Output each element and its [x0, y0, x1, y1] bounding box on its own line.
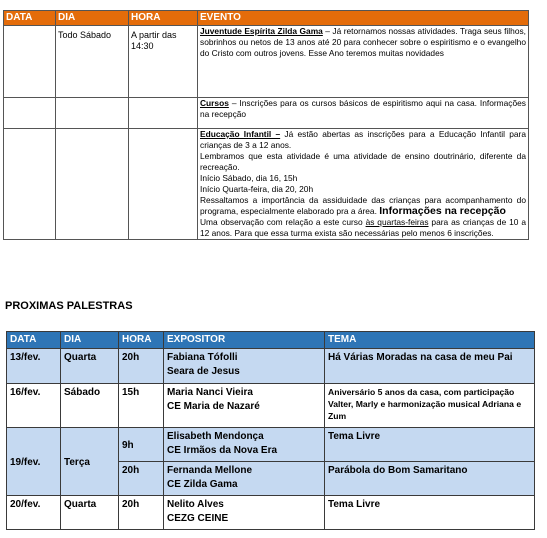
- event-dia-cell: Todo Sábado: [56, 26, 129, 98]
- event-title: Educação Infantil –: [200, 129, 281, 139]
- event-paragraph-1: Já estão abertas as inscrições para a Educação Infantil para crianças de 3 a 12 anos.: [200, 129, 526, 150]
- event-paragraph-6-underlined: às quartas-feiras: [365, 217, 429, 227]
- lecture-speaker: [164, 496, 325, 530]
- event-description: [198, 129, 529, 240]
- lecture-row: [7, 428, 535, 462]
- lecture-theme: Parábola do Bom Samaritano: [325, 462, 535, 496]
- event-data-cell: [4, 26, 56, 98]
- lecture-row: [7, 384, 535, 428]
- event-row-educacao-infantil: [4, 129, 529, 240]
- lecture-date: 19/fev.: [7, 428, 61, 496]
- event-text: – Inscrições para os cursos básicos de espiritismo aqui na casa. Informações na recepção: [200, 98, 526, 119]
- event-hora-cell: [129, 98, 198, 129]
- event-paragraph-3: Início Sábado, dia 16, 15h: [200, 173, 298, 183]
- header-tema: TEMA: [325, 332, 535, 349]
- events-header-row: [4, 11, 529, 26]
- speaker-name: Elisabeth Mendonça: [167, 431, 264, 442]
- event-paragraph-6b: para as crianças de 10 a 12 anos. Para que essa turma exista são necessárias pelo menos 6 inscrições.: [200, 217, 527, 238]
- lecture-time: 15h: [119, 384, 164, 428]
- speaker-center: CEZG CEINE: [167, 513, 229, 524]
- event-hora-cell: A partir das 14:30: [129, 26, 198, 98]
- lecture-time: 20h: [119, 462, 164, 496]
- lecture-theme: Aniversário 5 anos da casa, com participação Valter, Marly e harmonização musical Adriana e Zum: [325, 384, 535, 428]
- header-evento: EVENTO: [198, 11, 529, 26]
- header-hora: HORA: [129, 11, 198, 26]
- lecture-speaker: [164, 462, 325, 496]
- lectures-table: [6, 331, 535, 530]
- speaker-center: CE Zilda Gama: [167, 479, 238, 490]
- event-hora-cell: [129, 129, 198, 240]
- event-text: – Já retornamos nossas atividades. Traga seus filhos, sobrinhos ou netos de 13 anos até 20 para conhecer sobre o espiritismo e o evangelho do Cristo com outros jovens. Esse Ano teremos muitas novidades: [200, 26, 526, 58]
- lecture-theme: Tema Livre: [325, 428, 535, 462]
- event-paragraph-4: Início Quarta-feira, dia 20, 20h: [200, 184, 314, 194]
- speaker-name: Nelito Alves: [167, 499, 224, 510]
- header-expositor: EXPOSITOR: [164, 332, 325, 349]
- event-data-cell: [4, 98, 56, 129]
- event-description: [198, 98, 529, 129]
- speaker-center: Seara de Jesus: [167, 366, 240, 377]
- lecture-day: Terça: [61, 428, 119, 496]
- lecture-day: Quarta: [61, 349, 119, 384]
- lecture-theme: Há Várias Moradas na casa de meu Pai: [325, 349, 535, 384]
- lecture-row: [7, 496, 535, 530]
- lecture-speaker: [164, 349, 325, 384]
- event-dia-cell: [56, 129, 129, 240]
- lecture-day: Sábado: [61, 384, 119, 428]
- speaker-name: Maria Nanci Vieira: [167, 387, 253, 398]
- speaker-center: CE Irmãos da Nova Era: [167, 445, 278, 456]
- event-title: Cursos: [200, 98, 229, 108]
- event-row-cursos: [4, 98, 529, 129]
- event-paragraph-5: Ressaltamos a importância da assiduidade das crianças para acompanhamento do programa, especialmente elaborado pra a área.: [200, 195, 526, 216]
- header-dia: DIA: [61, 332, 119, 349]
- speaker-name: Fernanda Mellone: [167, 465, 253, 476]
- event-description: [198, 26, 529, 98]
- lecture-time: 20h: [119, 496, 164, 530]
- lecture-speaker: [164, 428, 325, 462]
- events-table: [3, 10, 529, 240]
- header-hora: HORA: [119, 332, 164, 349]
- section-heading: PROXIMAS PALESTRAS: [5, 300, 133, 312]
- event-dia-cell: [56, 98, 129, 129]
- lecture-day: Quarta: [61, 496, 119, 530]
- lectures-header-row: [7, 332, 535, 349]
- lecture-date: 13/fev.: [7, 349, 61, 384]
- lecture-date: 16/fev.: [7, 384, 61, 428]
- header-dia: DIA: [56, 11, 129, 26]
- event-paragraph-6a: Uma observação com relação a este curso: [200, 217, 366, 227]
- header-data: DATA: [4, 11, 56, 26]
- event-info-emphasis: Informações na recepção: [379, 205, 506, 217]
- lecture-speaker: [164, 384, 325, 428]
- event-row-juventude: [4, 26, 529, 98]
- lecture-theme: Tema Livre: [325, 496, 535, 530]
- speaker-name: Fabiana Tófolli: [167, 352, 238, 363]
- lecture-date: 20/fev.: [7, 496, 61, 530]
- speaker-center: CE Maria de Nazaré: [167, 401, 260, 412]
- event-data-cell: [4, 129, 56, 240]
- lecture-row: [7, 349, 535, 384]
- header-data: DATA: [7, 332, 61, 349]
- event-title: Juventude Espírita Zilda Gama: [200, 26, 323, 36]
- event-paragraph-2: Lembramos que esta atividade é uma atividade de ensino doutrinário, diferente da recreação.: [200, 151, 526, 172]
- lecture-time: 20h: [119, 349, 164, 384]
- lecture-time: 9h: [119, 428, 164, 462]
